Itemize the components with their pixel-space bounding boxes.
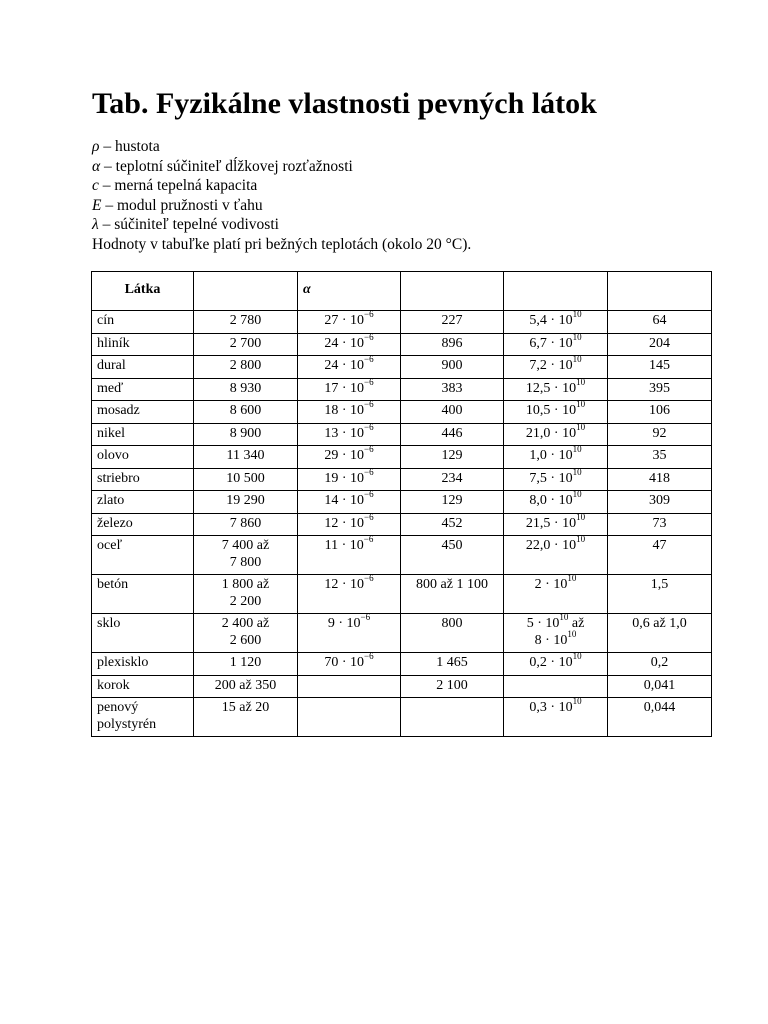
- legend-text: – súčiniteľ tepelné vodivosti: [98, 216, 279, 233]
- cell-latka: železo: [92, 513, 194, 536]
- cell-e: $8,0 \cdot 10^{10}$: [504, 491, 608, 514]
- cell-lambda: 73: [608, 513, 712, 536]
- cell-c: 452: [401, 513, 504, 536]
- table-row: [92, 491, 712, 514]
- cell-e: $2 \cdot 10^{10}$: [504, 575, 608, 614]
- cell-lambda: 418: [608, 468, 712, 491]
- legend-symbol: E: [92, 196, 102, 214]
- cell-alpha: $27 \cdot 10^{-6}$: [298, 311, 401, 334]
- table-header-row: [92, 272, 712, 311]
- cell-latka: korok: [92, 675, 194, 698]
- table-row: [92, 356, 712, 379]
- cell-rho: 7 400 až 7 800: [194, 536, 298, 575]
- legend-symbol: λ: [92, 216, 99, 233]
- cell-lambda: 395: [608, 378, 712, 401]
- table-row: [92, 423, 712, 446]
- legend-e: [92, 196, 471, 216]
- properties-table: [91, 271, 712, 737]
- cell-e: $6,7 \cdot 10^{10}$: [504, 333, 608, 356]
- table-row: [92, 311, 712, 334]
- cell-lambda: 47: [608, 536, 712, 575]
- legend-symbol: c: [92, 177, 99, 194]
- cell-c: 400: [401, 401, 504, 424]
- cell-lambda: 64: [608, 311, 712, 334]
- header-alpha: α: [298, 272, 401, 311]
- cell-lambda: 204: [608, 333, 712, 356]
- cell-alpha: [298, 675, 401, 698]
- header-latka: Látka: [92, 272, 194, 311]
- cell-e: $21,0 \cdot 10^{10}$: [504, 423, 608, 446]
- legend-lambda: [92, 215, 471, 235]
- table-row: [92, 675, 712, 698]
- page-title: Tab. Fyzikálne vlastnosti pevných látok: [92, 87, 597, 120]
- temperature-note: Hodnoty v tabuľke platí pri bežných teplotách (okolo 20 °C).: [92, 235, 472, 253]
- cell-lambda: 0,044: [608, 698, 712, 737]
- cell-c: 234: [401, 468, 504, 491]
- cell-latka: betón: [92, 575, 194, 614]
- table-row: [92, 468, 712, 491]
- cell-alpha: $19 \cdot 10^{-6}$: [298, 468, 401, 491]
- cell-e: $21,5 \cdot 10^{10}$: [504, 513, 608, 536]
- cell-c: 227: [401, 311, 504, 334]
- cell-lambda: 309: [608, 491, 712, 514]
- table-row: [92, 653, 712, 676]
- header-lambda: [608, 272, 712, 311]
- cell-c: 2 100: [401, 675, 504, 698]
- cell-latka: hliník: [92, 333, 194, 356]
- cell-rho: 1 800 až 2 200: [194, 575, 298, 614]
- cell-alpha: $24 \cdot 10^{-6}$: [298, 333, 401, 356]
- cell-e: $12,5 \cdot 10^{10}$: [504, 378, 608, 401]
- cell-alpha: $29 \cdot 10^{-6}$: [298, 446, 401, 469]
- cell-alpha: $9 \cdot 10^{-6}$: [298, 614, 401, 653]
- table-row: [92, 513, 712, 536]
- cell-alpha: $12 \cdot 10^{-6}$: [298, 513, 401, 536]
- cell-latka: plexisklo: [92, 653, 194, 676]
- cell-c: 800: [401, 614, 504, 653]
- cell-latka: penový polystyrén: [92, 698, 194, 737]
- cell-lambda: 0,2: [608, 653, 712, 676]
- cell-lambda: 0,6 až 1,0: [608, 614, 712, 653]
- cell-lambda: 145: [608, 356, 712, 379]
- legend-text: – hustota: [99, 138, 160, 155]
- cell-alpha: $70 \cdot 10^{-6}$: [298, 653, 401, 676]
- cell-c: 896: [401, 333, 504, 356]
- cell-latka: striebro: [92, 468, 194, 491]
- header-rho: [194, 272, 298, 311]
- cell-e: [504, 675, 608, 698]
- cell-c: 446: [401, 423, 504, 446]
- cell-c: 1 465: [401, 653, 504, 676]
- cell-rho: 1 120: [194, 653, 298, 676]
- cell-rho: 15 až 20: [194, 698, 298, 737]
- cell-rho: 11 340: [194, 446, 298, 469]
- cell-e: $22,0 \cdot 10^{10}$: [504, 536, 608, 575]
- cell-alpha: $17 \cdot 10^{-6}$: [298, 378, 401, 401]
- table-row: [92, 446, 712, 469]
- cell-rho: 2 800: [194, 356, 298, 379]
- cell-e: $5,4 \cdot 10^{10}$: [504, 311, 608, 334]
- cell-latka: oceľ: [92, 536, 194, 575]
- table-row: [92, 401, 712, 424]
- cell-e: $7,2 \cdot 10^{10}$: [504, 356, 608, 379]
- legend-text: – teplotní súčiniteľ dĺžkovej rozťažnosti: [100, 157, 353, 175]
- legend-rho: [92, 137, 471, 157]
- cell-alpha: $18 \cdot 10^{-6}$: [298, 401, 401, 424]
- cell-rho: 10 500: [194, 468, 298, 491]
- legend-text: – merná tepelná kapacita: [98, 177, 258, 194]
- cell-latka: cín: [92, 311, 194, 334]
- cell-rho: 2 700: [194, 333, 298, 356]
- cell-c: [401, 698, 504, 737]
- cell-e: $10,5 \cdot 10^{10}$: [504, 401, 608, 424]
- table-row: [92, 333, 712, 356]
- cell-rho: 8 600: [194, 401, 298, 424]
- cell-c: 129: [401, 446, 504, 469]
- cell-lambda: 1,5: [608, 575, 712, 614]
- cell-e: $0,3 \cdot 10^{10}$: [504, 698, 608, 737]
- legend-alpha: [92, 157, 471, 177]
- cell-lambda: 92: [608, 423, 712, 446]
- cell-e: $7,5 \cdot 10^{10}$: [504, 468, 608, 491]
- cell-lambda: 0,041: [608, 675, 712, 698]
- table-body: [92, 311, 712, 737]
- header-c: [401, 272, 504, 311]
- table-row: [92, 536, 712, 575]
- table-row: [92, 378, 712, 401]
- cell-lambda: 35: [608, 446, 712, 469]
- cell-latka: mosadz: [92, 401, 194, 424]
- legend-c: [92, 176, 471, 196]
- legend-symbol: α: [92, 157, 101, 175]
- symbol-legend: [92, 137, 471, 254]
- cell-c: 383: [401, 378, 504, 401]
- cell-c: 800 až 1 100: [401, 575, 504, 614]
- cell-alpha: $12 \cdot 10^{-6}$: [298, 575, 401, 614]
- table-row: [92, 614, 712, 653]
- cell-latka: nikel: [92, 423, 194, 446]
- legend-symbol: ρ: [92, 138, 100, 155]
- cell-rho: 200 až 350: [194, 675, 298, 698]
- header-e: [504, 272, 608, 311]
- cell-rho: 2 400 až 2 600: [194, 614, 298, 653]
- cell-rho: 7 860: [194, 513, 298, 536]
- cell-alpha: $14 \cdot 10^{-6}$: [298, 491, 401, 514]
- cell-alpha: $13 \cdot 10^{-6}$: [298, 423, 401, 446]
- table-row: [92, 575, 712, 614]
- cell-latka: sklo: [92, 614, 194, 653]
- cell-e: $5 \cdot 10^{10}$ až $8 \cdot 10^{10}$: [504, 614, 608, 653]
- cell-rho: 8 930: [194, 378, 298, 401]
- cell-alpha: [298, 698, 401, 737]
- cell-latka: meď: [92, 378, 194, 401]
- cell-c: 900: [401, 356, 504, 379]
- cell-latka: zlato: [92, 491, 194, 514]
- cell-e: $1,0 \cdot 10^{10}$: [504, 446, 608, 469]
- legend-text: – modul pružnosti v ťahu: [101, 196, 263, 214]
- cell-rho: 8 900: [194, 423, 298, 446]
- cell-latka: dural: [92, 356, 194, 379]
- cell-rho: 19 290: [194, 491, 298, 514]
- cell-lambda: 106: [608, 401, 712, 424]
- table-row: [92, 698, 712, 737]
- cell-e: $0,2 \cdot 10^{10}$: [504, 653, 608, 676]
- cell-c: 129: [401, 491, 504, 514]
- cell-latka: olovo: [92, 446, 194, 469]
- cell-c: 450: [401, 536, 504, 575]
- cell-alpha: $11 \cdot 10^{-6}$: [298, 536, 401, 575]
- cell-alpha: $24 \cdot 10^{-6}$: [298, 356, 401, 379]
- cell-rho: 2 780: [194, 311, 298, 334]
